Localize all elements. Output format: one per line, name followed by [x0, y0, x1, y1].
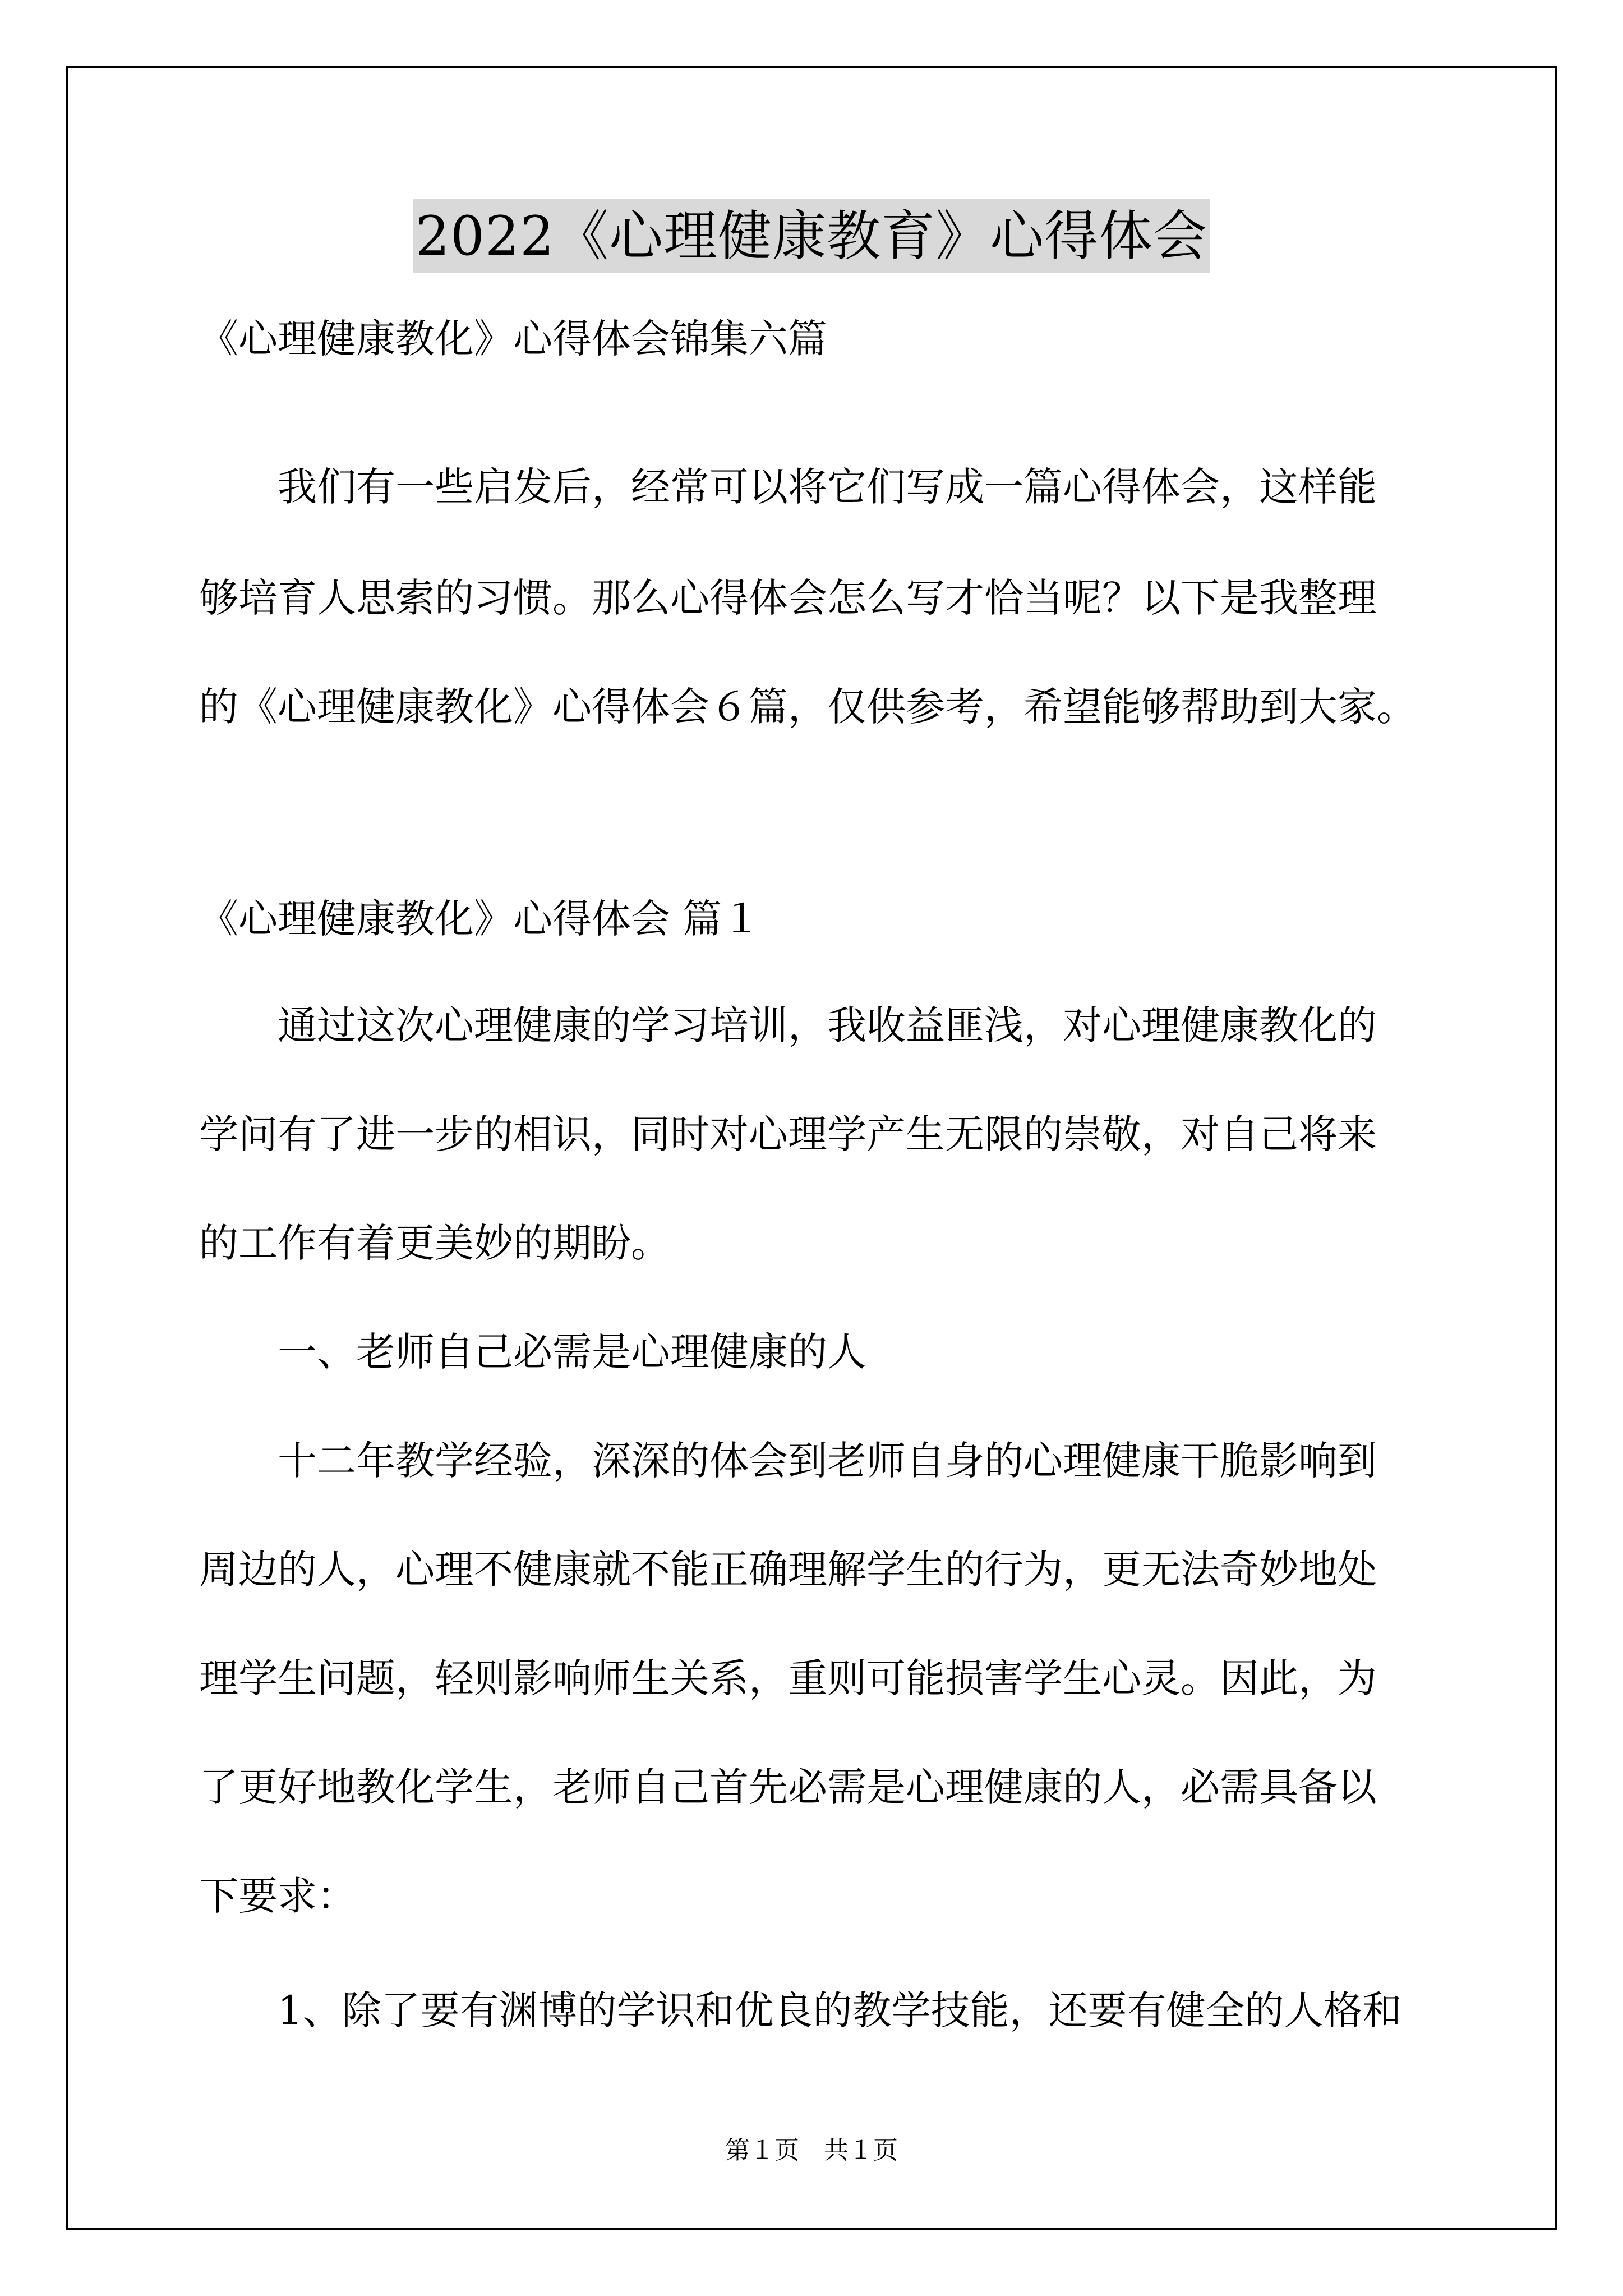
- body-line: 通过这次心理健康的学习培训，我收益匪浅，对心理健康教化的: [278, 1002, 1377, 1048]
- body-line: 下要求：: [199, 1873, 356, 1919]
- page-number-footer: 第１页 共１页: [725, 2136, 898, 2165]
- body-line: 理学生问题，轻则影响师生关系，重则可能损害学生心灵。因此，为: [199, 1655, 1377, 1701]
- title-container: [0, 199, 1623, 273]
- intro-line: 我们有一些启发后，经常可以将它们写成一篇心得体会，这样能: [278, 464, 1377, 510]
- body-line: 1、除了要有渊博的学识和优良的教学技能，还要有健全的人格和: [278, 1987, 1402, 2033]
- body-line: 一、老师自己必需是心理健康的人: [278, 1329, 866, 1375]
- body-line: 十二年教学经验，深深的体会到老师自身的心理健康干脆影响到: [278, 1438, 1377, 1484]
- body-line: 学问有了进一步的相识，同时对心理学产生无限的崇敬，对自己将来: [199, 1111, 1377, 1157]
- body-line: 了更好地教化学生，老师自己首先必需是心理健康的人，必需具备以: [199, 1764, 1377, 1810]
- section-heading: 《心理健康教化》心得体会 篇１: [199, 896, 762, 942]
- subtitle: 《心理健康教化》心得体会锦集六篇: [199, 316, 827, 362]
- document-title: 2022《心理健康教育》心得体会: [413, 199, 1210, 273]
- body-line: 的工作有着更美妙的期盼。: [199, 1220, 670, 1266]
- intro-line: 够培育人思索的习惯。那么心得体会怎么写才恰当呢？以下是我整理: [199, 575, 1377, 621]
- body-line: 周边的人，心理不健康就不能正确理解学生的行为，更无法奇妙地处: [199, 1547, 1377, 1593]
- intro-line: 的《心理健康教化》心得体会６篇，仅供参考，希望能够帮助到大家。: [199, 684, 1416, 730]
